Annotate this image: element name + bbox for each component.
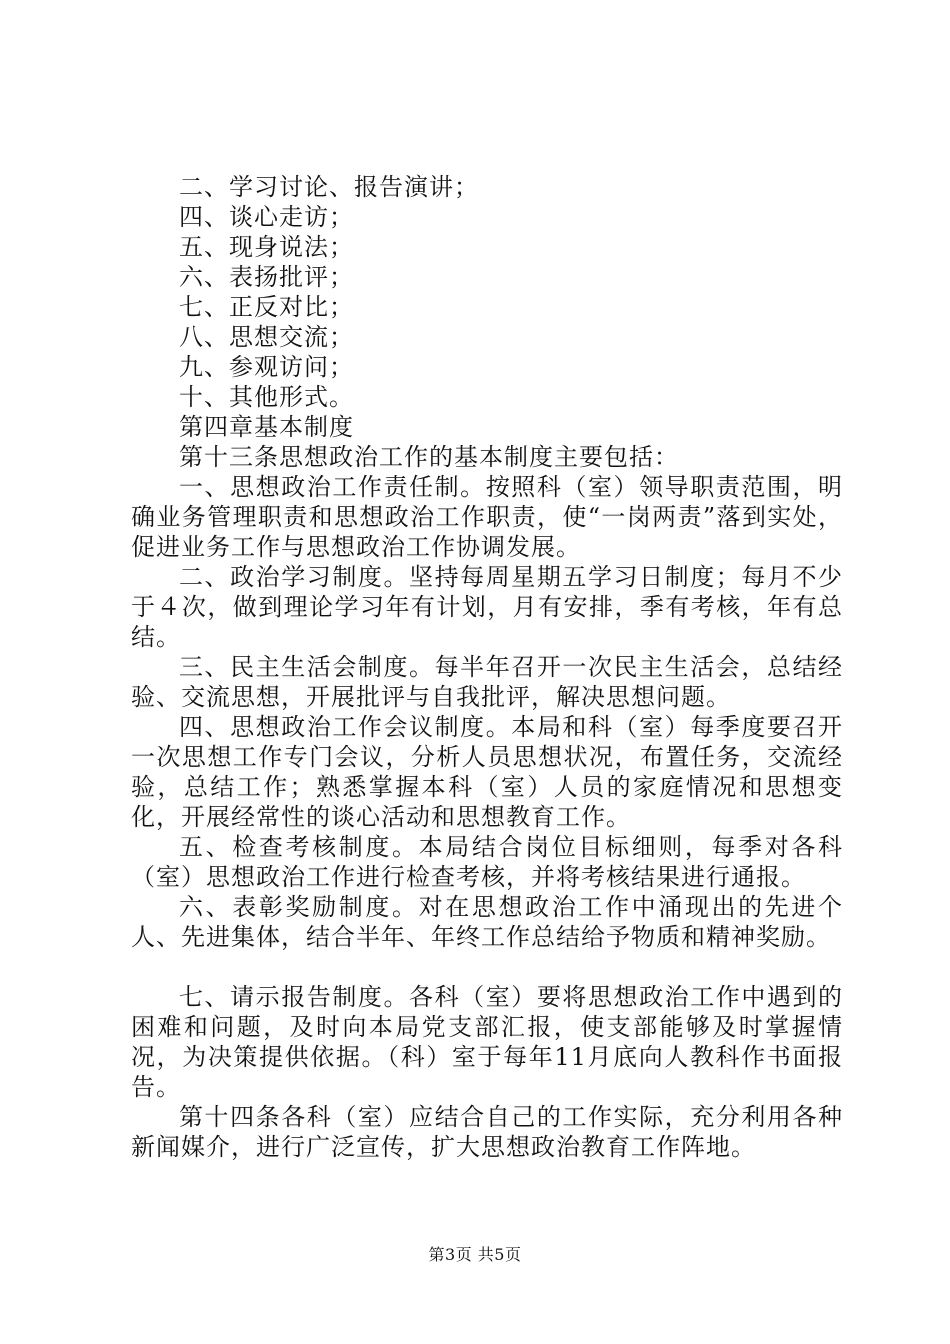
paragraph: 六、表彰奖励制度。对在思想政治工作中涌现出的先进个人、先进集体，结合半年、年终工作总结给予物质和精神奖励。 <box>131 893 843 951</box>
paragraph: 一、思想政治工作责任制。按照科（室）领导职责范围，明确业务管理职责和思想政治工作职责，使“一岗两责”落到实处，促进业务工作与思想政治工作协调发展。 <box>131 473 843 561</box>
paragraph: 五、检查考核制度。本局结合岗位目标细则，每季对各科（室）思想政治工作进行检查考核，并将考核结果进行通报。 <box>131 833 843 891</box>
paragraph-gap <box>131 952 843 982</box>
list-item: 五、现身说法； <box>179 233 354 261</box>
chapter-heading: 第四章基本制度 <box>179 413 354 441</box>
paragraph: 四、思想政治工作会议制度。本局和科（室）每季度要召开一次思想工作专门会议，分析人员思想状况，布置任务，交流经验，总结工作；熟悉掌握本科（室）人员的家庭情况和思想变化，开展经常性的谈心活动和思想教育工作。 <box>131 713 843 831</box>
list-item: 六、表扬批评； <box>179 263 354 291</box>
paragraph: 七、请示报告制度。各科（室）要将思想政治工作中遇到的困难和问题，及时向本局党支部汇报，使支部能够及时掌握情况，为决策提供依据。（科）室于每年11月底向人教科作书面报告。 <box>131 983 843 1101</box>
list-item: 四、谈心走访； <box>179 203 354 231</box>
paragraph: 二、政治学习制度。坚持每周星期五学习日制度；每月不少于４次，做到理论学习年有计划，月有安排，季有考核，年有总结。 <box>131 563 843 651</box>
list-item: 二、学习讨论、报告演讲； <box>179 173 479 201</box>
list-item: 八、思想交流； <box>179 323 354 351</box>
list-item: 十、其他形式。 <box>179 383 354 411</box>
list-item: 七、正反对比； <box>179 293 354 321</box>
paragraph: 第十四条各科（室）应结合自己的工作实际，充分利用各种新闻媒介，进行广泛宣传，扩大思想政治教育工作阵地。 <box>131 1103 843 1161</box>
document-body <box>131 172 843 1162</box>
list-item: 九、参观访问； <box>179 353 354 381</box>
article-heading: 第十三条思想政治工作的基本制度主要包括： <box>179 443 679 471</box>
page-footer: 第3页 共5页 <box>428 1245 522 1264</box>
paragraph: 三、民主生活会制度。每半年召开一次民主生活会，总结经验、交流思想，开展批评与自我批评，解决思想问题。 <box>131 653 843 711</box>
